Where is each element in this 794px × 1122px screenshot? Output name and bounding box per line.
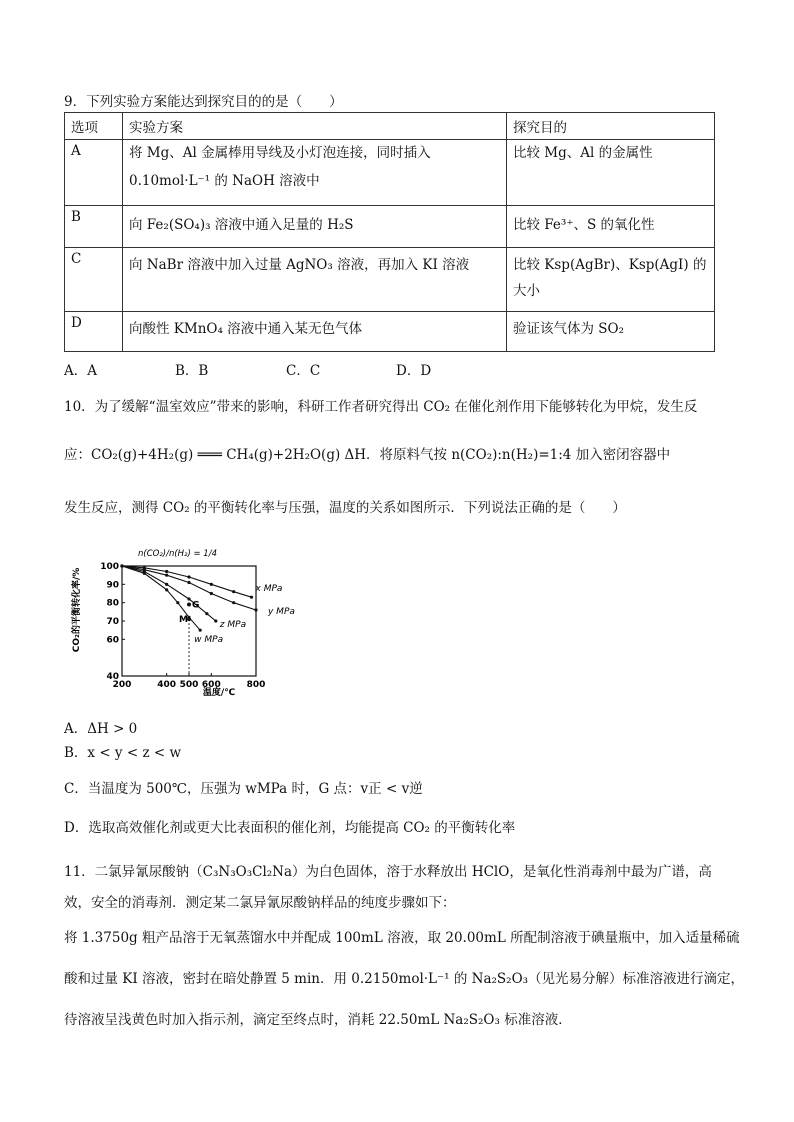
row-label: B — [65, 206, 123, 248]
q11-line-3: 将 1.3750g 粗产品溶于无氧蒸馏水中并配成 100mL 溶液，取 20.00mL 所配制溶液于碘量瓶中，加入适量稀硫 — [64, 930, 740, 946]
row-label: A — [65, 140, 123, 206]
row-goal — [507, 312, 715, 352]
data-point — [232, 601, 235, 604]
q11-line-2: 效，安全的消毒剂．测定某二氯异氰尿酸钠样品的纯度步骤如下： — [64, 895, 456, 911]
plan-line: 向 Fe₂(SO₄)₃ 溶液中通入足量的 H₂S — [129, 217, 354, 233]
row-plan — [123, 206, 507, 248]
data-point — [187, 575, 190, 578]
data-point — [120, 564, 123, 567]
table-row — [65, 248, 715, 312]
q11-line-5: 待溶液呈浅黄色时加入指示剂，滴定至终点时，消耗 22.50mL Na₂S₂O₃ 标准溶液． — [64, 1012, 572, 1028]
row-goal — [507, 140, 715, 206]
plan-line: 向酸性 KMnO₄ 溶液中通入某无色气体 — [129, 321, 363, 337]
y-tick-label: 90 — [106, 580, 119, 591]
row-goal — [507, 206, 715, 248]
q11-line-4: 酸和过量 KI 溶液，密封在暗处静置 5 min．用 0.2150mol·L⁻¹ 的 Na₂S₂O₃（见光易分解）标准溶液进行滴定， — [64, 971, 745, 987]
x-tick-label: 200 — [112, 680, 132, 690]
plan-line: 0.10mol·L⁻¹ 的 NaOH 溶液中 — [129, 173, 320, 189]
chart-svg — [64, 544, 295, 702]
table-row — [65, 206, 715, 248]
x-tick-label: 500 — [179, 680, 199, 690]
data-point — [165, 583, 168, 586]
table-row — [65, 140, 715, 206]
data-point — [232, 590, 235, 593]
data-point — [199, 629, 202, 632]
q9-stem: 9．下列实验方案能达到探究目的的是（ ） — [64, 94, 343, 110]
table-row — [65, 312, 715, 352]
conversion-chart — [64, 544, 295, 702]
q9-choice-b: B．B — [175, 363, 209, 379]
q10-option-c: C．当温度为 500℃，压强为 wMPa 时，G 点：v正 < v逆 — [64, 781, 423, 797]
row-goal — [507, 248, 715, 312]
row-plan — [123, 248, 507, 312]
row-plan — [123, 140, 507, 206]
goal-line: 比较 Ksp(AgBr)、Ksp(AgI) 的 — [513, 257, 707, 273]
q10-line-2: 应：CO₂(g)+4H₂(g) ═══ CH₄(g)+2H₂O(g) ΔH．将原料气按 n(CO₂):n(H₂)=1:4 加入密闭容器中 — [64, 447, 671, 463]
data-point — [187, 581, 190, 584]
q9-choice-d: D．D — [396, 363, 432, 379]
data-point — [210, 592, 213, 595]
y-tick-label: 40 — [106, 672, 119, 682]
goal-line: 比较 Fe³⁺、S 的氧化性 — [513, 217, 655, 233]
row-label: C — [65, 248, 123, 312]
y-tick-label: 80 — [106, 598, 119, 609]
header-option: 选项 — [65, 113, 123, 140]
data-point — [143, 572, 146, 575]
x-tick-label: 400 — [157, 680, 177, 690]
y-tick-label: 70 — [106, 617, 119, 627]
data-point — [187, 597, 190, 600]
y-axis-label: CO₂的平衡转化率/% — [72, 567, 82, 653]
q10-option-a: A．ΔH > 0 — [64, 721, 138, 737]
data-point — [214, 619, 217, 622]
x-tick-label: 600 — [201, 680, 221, 690]
table-header-row — [65, 113, 715, 140]
q9-choice-c: C．C — [286, 363, 321, 379]
header-plan: 实验方案 — [123, 113, 507, 140]
q11-line-1: 11．二氯异氰尿酸钠（C₃N₃O₃Cl₂Na）为白色固体，溶于水释放出 HClO，是氧化性消毒剂中最为广谱，高 — [64, 864, 712, 880]
ratio-annotation: n(CO₂)/n(H₂) = 1/4 — [138, 549, 217, 559]
q10-line-1: 10．为了缓解“温室效应”带来的影响，科研工作者研究得出 CO₂ 在催化剂作用下能够转化为甲烷，发生反 — [64, 399, 698, 415]
data-point — [165, 570, 168, 573]
goal-line: 验证该气体为 SO₂ — [513, 321, 625, 337]
q9-options-table — [64, 112, 715, 352]
y-tick-label: 60 — [106, 635, 119, 646]
point-label: M — [179, 615, 188, 626]
y-tick-label: 100 — [100, 562, 119, 572]
data-point — [254, 608, 257, 611]
plan-line: 将 Mg、Al 金属棒用导线及小灯泡连接，同时插入 — [129, 145, 431, 161]
plan-line: 向 NaBr 溶液中加入过量 AgNO₃ 溶液，再加入 KI 溶液 — [129, 257, 470, 273]
q10-line-3: 发生反应，测得 CO₂ 的平衡转化率与压强，温度的关系如图所示．下列说法正确的是（ ） — [64, 500, 626, 516]
data-point — [250, 596, 253, 599]
data-point — [165, 574, 168, 577]
q9-choice-a: A．A — [64, 363, 97, 379]
series-line — [122, 566, 216, 621]
x-axis-label: 温度/℃ — [202, 688, 236, 698]
goal-line: 比较 Mg、Al 的金属性 — [513, 145, 653, 161]
point-marker — [187, 603, 191, 607]
point-label: G — [192, 600, 200, 611]
data-point — [176, 601, 179, 604]
series-label: z MPa — [219, 620, 247, 630]
series-label: w MPa — [194, 635, 224, 646]
goal-line: 大小 — [513, 283, 540, 299]
data-point — [210, 583, 213, 586]
row-label: D — [65, 312, 123, 352]
row-plan — [123, 312, 507, 352]
series-label: x MPa — [255, 584, 283, 595]
data-point — [205, 612, 208, 615]
header-goal: 探究目的 — [507, 113, 715, 140]
data-point — [165, 588, 168, 591]
q10-option-d: D．选取高效催化剂或更大比表面积的催化剂，均能提高 CO₂ 的平衡转化率 — [64, 820, 516, 836]
x-tick-label: 800 — [246, 680, 266, 690]
series-label: y MPa — [268, 607, 295, 617]
q10-option-b: B．x < y < z < w — [64, 745, 182, 761]
